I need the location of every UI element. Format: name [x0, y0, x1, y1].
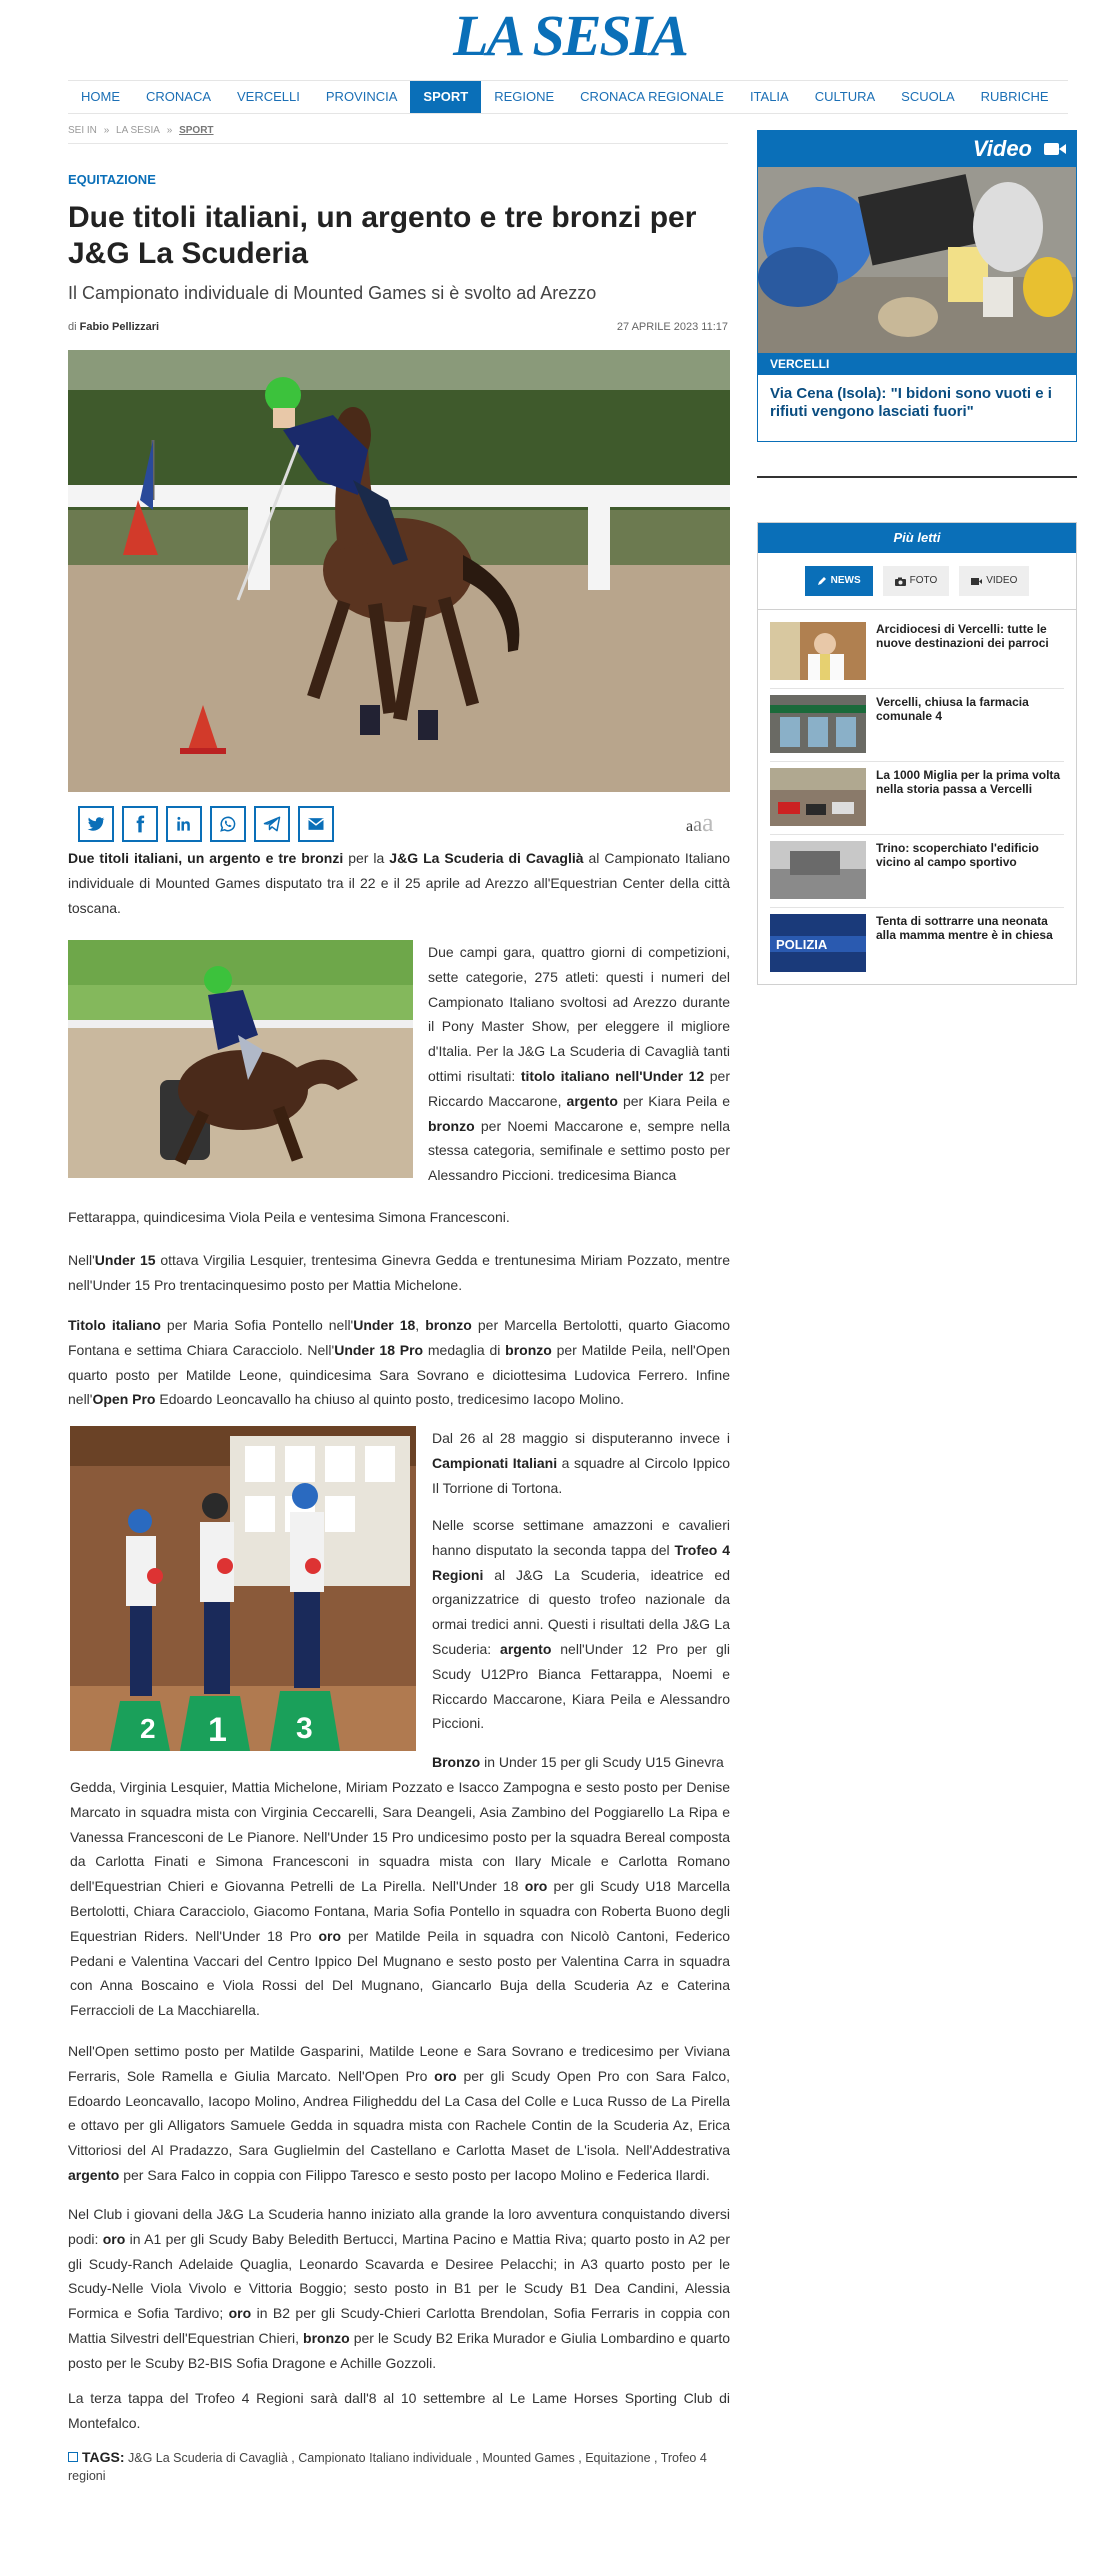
list-item[interactable]	[770, 835, 1064, 908]
twitter-icon	[86, 814, 106, 834]
article-paragraph: Nell'Open settimo posto per Matilde Gasparini, Matilde Leone e Sara Sovrano e tredicesimo per Viviana Ferraris, Sole Ramella e Giulia Marcato. Nell'Open Pro oro per gli Scudy Open Pro con Sara Falco, Edoardo Leoncavallo, Iacopo Molino, Andrea Filigheddu del La Casa del Colle e Luca Russo de La Pirella e ottavo per gli Alligators Samuele Gedda in squadra mista con Rachele Contin de la Scuderia Az, Erica Vittoriosi del Al Pradazzo, Sara Guglielmin del Castellano e Carlotta Maset de L'isola. Nell'Addestrativa argento per Sara Falco in coppia con Filippo Taresco e sesto posto per Iacopo Molino e Federica Ilardi.	[68, 2043, 731, 2183]
article-paragraph: Nel Club i giovani della J&G La Scuderia hanno iniziato alla grande la loro avventura conquistando diversi podi: oro in A1 per gli Scudy Baby Beledith Bertucci, Martina Pacino e Mattia Riva; quarto posto in A2 per gli Scudy-Ranch Adelaide Quaglia, Leonardo Scavarda e Desiree Pelacchi; in A3 quarto posto per le Scudy-Nelle Viola Vivolo e Vittoria Boggio; sesto posto in B1 per le Scudy B1 Dea Candini, Alessia Formica e Sofia Tardivo; oro in B2 per gli Scudy-Chieri Carlotta Brendolan, Sofia Ferraris in coppia con Mattia Silvestri dell'Equestrian Chieri, bronzo per le Scudy B2 Erika Murador e Giulia Lombardino e quarto posto per le Scuby B2-BIS Sofia Dragone e Achille Gozzoli.	[68, 2206, 730, 2371]
list-item-thumbnail	[770, 622, 866, 680]
article-paragraph: Titolo italiano per Maria Sofia Pontello nell'Under 18, bronzo per Marcella Bertolotti, quarto Giacomo Fontana e settima Chiara Caracciolo. Nell'Under 18 Pro medaglia di bronzo per Matilde Peila, nell'Open quarto posto per Matilde Leone, quindicesima Sara Sovrano e diciottesima Ludovica Ferrero. Infine nell'Open Pro Edoardo Leoncavallo ha chiuso al quinto posto, tredicesimo Iacopo Molino.	[68, 1317, 730, 1408]
masthead	[0, 0, 1103, 78]
article-inline-image	[68, 940, 413, 1178]
article-paragraph: Bronzo in Under 15 per gli Scudy U15 Ginevra	[432, 1754, 724, 1770]
breadcrumb-sport[interactable]: SPORT	[179, 125, 214, 136]
article-paragraph: Due campi gara, quattro giorni di competizioni, sette categorie, 275 atleti: questi i numeri del Campionato Italiano svoltosi ad Arezzo durante il Pony Master Show, per eleggere il migliore d'Italia. Per la J&G La Scuderia di Cavaglià tanti ottimi risultati: titolo italiano nell'Under 12 per Riccardo Maccarone, argento per Kiara Peila e bronzo per Noemi Maccarone e, sempre nella stessa categoria, semifinale e settimo posto per Alessandro Piccioni. tredicesima Bianca	[428, 944, 730, 1184]
nav-item-home[interactable]: HOME	[81, 89, 120, 104]
tags	[68, 2448, 730, 2485]
tab-foto[interactable]	[883, 566, 950, 596]
camera-icon	[895, 577, 906, 586]
video-category[interactable]: VERCELLI	[758, 353, 1076, 375]
video-widget[interactable]	[757, 130, 1077, 442]
tab-video[interactable]	[959, 566, 1029, 596]
breadcrumb-sep: »	[166, 125, 173, 136]
breadcrumb-prefix: SEI IN	[68, 125, 97, 136]
article-paragraph: Fettarappa, quindicesima Viola Peila e ventesima Simona Francesconi.	[68, 1209, 510, 1225]
font-size-small[interactable]: a	[686, 818, 694, 835]
nav-item-vercelli[interactable]: VERCELLI	[237, 89, 300, 104]
list-item-title: La 1000 Miglia per la prima volta nella storia passa a Vercelli	[876, 768, 1061, 796]
article-inline-image	[70, 1426, 416, 1751]
font-size-large[interactable]: a	[702, 808, 714, 837]
popular-widget	[757, 522, 1077, 985]
nav-item-scuola[interactable]: SCUOLA	[901, 89, 955, 104]
list-item[interactable]	[770, 908, 1064, 981]
whatsapp-share-button[interactable]	[210, 806, 246, 842]
font-size-medium[interactable]: a	[693, 814, 702, 836]
linkedin-share-button[interactable]	[166, 806, 202, 842]
video-header	[758, 131, 1076, 167]
nav-item-sport[interactable]: SPORT	[410, 81, 481, 113]
whatsapp-icon	[218, 814, 238, 834]
popular-tabs	[758, 553, 1076, 610]
byline	[68, 321, 159, 333]
list-item-thumbnail	[770, 841, 866, 899]
nav-item-cronaca-regionale[interactable]: CRONACA REGIONALE	[580, 89, 724, 104]
breadcrumb-sep: »	[103, 125, 110, 136]
article-paragraph: Nelle scorse settimane amazzoni e cavalieri hanno disputato la seconda tappa del Trofeo 4 Regioni al J&G La Scuderia, ideatrice ed organizzatrice di questo trofeo nazionale da ormai tredici anni. Questi i risultati della J&G La Scuderia: argento nell'Under 12 Pro per gli Scudy U12Pro Bianca Fettarappa, Noemi e Riccardo Maccarone, Kiara Peila e Alessandro Piccioni.	[432, 1517, 730, 1732]
list-item-title: Tenta di sottrarre una neonata alla mamma mentre è in chiesa	[876, 914, 1053, 942]
list-item[interactable]	[770, 689, 1064, 762]
tab-news[interactable]	[805, 566, 873, 596]
list-item-thumbnail	[770, 695, 866, 753]
article-subtitle: Il Campionato individuale di Mounted Games si è svolto ad Arezzo	[68, 283, 597, 303]
tag-icon	[68, 2452, 78, 2462]
svg-text:2: 2	[140, 1713, 156, 1744]
svg-text:3: 3	[296, 1712, 313, 1745]
telegram-icon	[262, 814, 282, 834]
nav-item-italia[interactable]: ITALIA	[749, 89, 789, 104]
list-item-title: Arcidiocesi di Vercelli: tutte le nuove destinazioni dei parroci	[876, 622, 1049, 650]
breadcrumb-la-sesia[interactable]: LA SESIA	[116, 125, 160, 136]
author-name[interactable]: Fabio Pellizzari	[79, 321, 160, 333]
video-header-label: Video	[972, 136, 1032, 161]
email-icon	[306, 814, 326, 834]
video-thumbnail[interactable]	[758, 167, 1076, 353]
divider	[68, 143, 728, 144]
twitter-share-button[interactable]	[78, 806, 114, 842]
svg-text:1: 1	[208, 1711, 227, 1749]
nav-item-rubriche[interactable]: RUBRICHE	[980, 89, 1049, 104]
article-paragraph: La terza tappa del Trofeo 4 Regioni sarà dall'8 al 10 settembre al Le Lame Horses Sporting Club di Montefalco.	[68, 2390, 730, 2431]
linkedin-icon	[174, 814, 194, 834]
list-item[interactable]	[770, 616, 1064, 689]
nav-item-provincia[interactable]: PROVINCIA	[325, 89, 398, 104]
font-size-controls	[686, 808, 714, 838]
article-date: 27 APRILE 2023 11:17	[616, 321, 728, 333]
facebook-icon	[130, 814, 150, 834]
tab-news-label: NEWS	[830, 575, 861, 586]
nav-item-regione[interactable]: REGIONE	[494, 89, 555, 104]
facebook-share-button[interactable]	[122, 806, 158, 842]
video-icon	[971, 577, 982, 586]
divider	[757, 476, 1077, 478]
site-logo[interactable]: LA SESIA	[453, 3, 687, 68]
pen-icon	[817, 576, 827, 586]
article-paragraph: Due titoli italiani, un argento e tre bronzi per la J&G La Scuderia di Cavaglià al Campionato Italiano individuale di Mounted Games disputato tra il 22 e il 25 aprile ad Arezzo all'Equestrian Center della città toscana.	[68, 850, 730, 916]
share-bar	[78, 806, 334, 842]
popular-list	[758, 610, 1076, 981]
tag-list[interactable]: J&G La Scuderia di Cavaglià , Campionato Italiano individuale , Mounted Games , Equitazione , Trofeo 4 regioni	[68, 2451, 707, 2483]
byline-prefix: di	[68, 321, 77, 333]
list-item-title: Trino: scoperchiato l'edificio vicino al campo sportivo	[876, 841, 1039, 869]
article-title: Due titoli italiani, un argento e tre bronzi per J&G La Scuderia	[68, 201, 697, 270]
tab-video-label: VIDEO	[986, 575, 1018, 586]
hero-image	[68, 350, 730, 792]
nav-item-cultura[interactable]: CULTURA	[814, 89, 876, 104]
nav-item-cronaca[interactable]: CRONACA	[146, 89, 212, 104]
list-item-title: Vercelli, chiusa la farmacia comunale 4	[876, 695, 1029, 723]
video-title[interactable]: Via Cena (Isola): "I bidoni sono vuoti e i rifiuti vengono lasciati fuori"	[770, 385, 1052, 420]
list-item-thumbnail	[770, 768, 866, 826]
article-paragraph: Gedda, Virginia Lesquier, Mattia Michelone, Miriam Pozzato e Isacco Zampogna e sesto posto per Denise Marcato in squadra mista con Virginia Ceccarelli, Sara Deangeli, Asia Zambino del Poggiarello La Ripa e Vanessa Francesconi de Le Pianore. Nell'Under 15 Pro undicesimo posto per la squadra Bereal composta da Carlotta Finati e Simona Francesconi in squadra mista con Ilary Micale e Carlotta Romano dell'Equestrian Chieri e Giovanna Petrelli de La Pirella. Nell'Under 18 oro per gli Scudy U18 Marcella Bertolotti, Chiara Caracciolo, Giacomo Fontana, Maria Sofia Pontello in squadra con Roberta Buono degli Equestrian Riders. Nell'Under 18 Pro oro per Matilde Peila in squadra con Nicolò Cantoni, Federico Pedani e Valentina Vaccari del Centro Ippico Del Mugnano e sesto posto per Valentina Carra in squadra con Anna Boscaino e Viola Rossi del Del Mugnano, Giancarlo Buja della Scuderia Az e Caterina Ferraccioli de La Macchiarella.	[70, 1779, 730, 2019]
main-nav	[68, 80, 1068, 114]
popular-header: Più letti	[758, 523, 1076, 553]
telegram-share-button[interactable]	[254, 806, 290, 842]
svg-text:POLIZIA: POLIZIA	[776, 937, 828, 952]
breadcrumb	[68, 125, 218, 136]
list-item[interactable]	[770, 762, 1064, 835]
list-item-thumbnail	[770, 914, 866, 972]
article-kicker[interactable]: EQUITAZIONE	[68, 172, 156, 187]
article-paragraph: Nell'Under 15 ottava Virgilia Lesquier, trentesima Ginevra Gedda e trentunesima Miriam Pozzato, mentre nell'Under 15 Pro trentacinquesimo posto per Mattia Michelone.	[68, 1252, 730, 1293]
tags-label: TAGS:	[82, 2449, 125, 2465]
camera-icon	[1044, 141, 1066, 157]
email-share-button[interactable]	[298, 806, 334, 842]
article-paragraph: Dal 26 al 28 maggio si disputeranno invece i Campionati Italiani a squadre al Circolo Ippico Il Torrione di Tortona.	[432, 1430, 730, 1496]
tab-foto-label: FOTO	[909, 575, 938, 586]
